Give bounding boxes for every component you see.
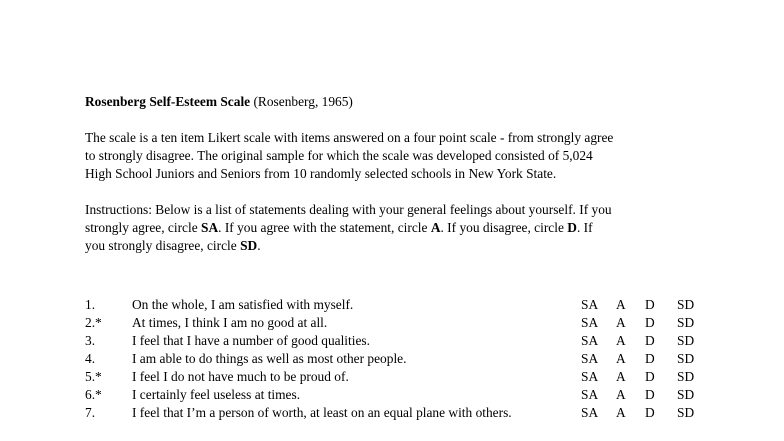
list-item bbox=[85, 404, 725, 440]
list-item bbox=[85, 368, 725, 386]
list-item bbox=[85, 296, 725, 314]
item-statement: I certainly feel useless at times. bbox=[132, 387, 301, 402]
item-number: 3. bbox=[85, 333, 96, 348]
list-item bbox=[85, 386, 725, 404]
item-number: 4. bbox=[85, 351, 96, 366]
option-a[interactable]: A bbox=[616, 333, 626, 348]
item-statement: I feel that I have a number of good qualities. bbox=[132, 333, 370, 348]
instructions-text: . bbox=[257, 238, 261, 253]
instructions-line bbox=[85, 219, 725, 237]
option-sd[interactable]: SD bbox=[677, 405, 695, 420]
option-d[interactable]: D bbox=[645, 387, 655, 402]
item-number: 6.* bbox=[85, 387, 102, 402]
option-sa[interactable]: SA bbox=[581, 369, 599, 384]
option-a[interactable]: A bbox=[616, 369, 626, 384]
option-d[interactable]: D bbox=[645, 369, 655, 384]
option-sd[interactable]: SD bbox=[677, 351, 695, 366]
item-number: 7. bbox=[85, 405, 96, 420]
scale-citation: (Rosenberg, 1965) bbox=[250, 94, 353, 109]
item-number: 5.* bbox=[85, 369, 102, 384]
item-statement: On the whole, I am satisfied with myself. bbox=[132, 297, 354, 312]
option-sd[interactable]: SD bbox=[677, 297, 695, 312]
instructions-text: you strongly disagree, circle bbox=[85, 238, 241, 253]
option-sa[interactable]: SA bbox=[581, 405, 599, 420]
instructions-a: A bbox=[430, 220, 441, 235]
option-d[interactable]: D bbox=[645, 333, 655, 348]
instructions-line bbox=[85, 237, 725, 255]
instructions-line: Instructions: Below is a list of statements dealing with your general feelings about yourself. If you bbox=[85, 202, 612, 217]
instructions-sd: SD bbox=[240, 238, 258, 253]
option-sd[interactable]: SD bbox=[677, 315, 695, 330]
instructions-text: . If you agree with the statement, circle bbox=[218, 220, 431, 235]
option-sa[interactable]: SA bbox=[581, 351, 599, 366]
item-number: 1. bbox=[85, 297, 96, 312]
intro-paragraph bbox=[85, 129, 725, 183]
option-d[interactable]: D bbox=[645, 297, 655, 312]
option-sd[interactable]: SD bbox=[677, 333, 695, 348]
intro-line: High School Juniors and Seniors from 10 randomly selected schools in New York State. bbox=[85, 166, 557, 181]
list-item bbox=[85, 314, 725, 332]
option-a[interactable]: A bbox=[616, 297, 626, 312]
scale-title bbox=[85, 93, 745, 111]
item-statement: I am able to do things as well as most other people. bbox=[132, 351, 407, 366]
item-number: 2.* bbox=[85, 315, 102, 330]
instructions-paragraph bbox=[85, 201, 725, 255]
scale-title-bold: Rosenberg Self-Esteem Scale bbox=[85, 94, 251, 109]
list-item bbox=[85, 332, 725, 350]
intro-line: The scale is a ten item Likert scale with items answered on a four point scale - from strongly agree bbox=[85, 130, 614, 145]
option-a[interactable]: A bbox=[616, 351, 626, 366]
option-a[interactable]: A bbox=[616, 387, 626, 402]
option-sa[interactable]: SA bbox=[581, 315, 599, 330]
option-d[interactable]: D bbox=[645, 351, 655, 366]
instructions-text: . If you disagree, circle bbox=[440, 220, 568, 235]
option-sa[interactable]: SA bbox=[581, 297, 599, 312]
item-statement: I feel that I’m a person of worth, at least on an equal plane with others. bbox=[132, 405, 512, 420]
option-sa[interactable]: SA bbox=[581, 333, 599, 348]
intro-line: to strongly disagree. The original sample for which the scale was developed consisted of 5,024 bbox=[85, 148, 593, 163]
instructions-text: . If bbox=[576, 220, 593, 235]
instructions-text: strongly agree, circle bbox=[85, 220, 201, 235]
option-sa[interactable]: SA bbox=[581, 387, 599, 402]
instructions-sa: SA bbox=[201, 220, 219, 235]
instructions-d: D bbox=[567, 220, 577, 235]
option-a[interactable]: A bbox=[616, 315, 626, 330]
option-a[interactable]: A bbox=[616, 405, 626, 420]
option-d[interactable]: D bbox=[645, 405, 655, 420]
item-statement: At times, I think I am no good at all. bbox=[132, 315, 328, 330]
list-item bbox=[85, 350, 725, 368]
option-sd[interactable]: SD bbox=[677, 387, 695, 402]
option-sd[interactable]: SD bbox=[677, 369, 695, 384]
item-statement: I feel I do not have much to be proud of. bbox=[132, 369, 349, 384]
items-list bbox=[85, 296, 725, 440]
option-d[interactable]: D bbox=[645, 315, 655, 330]
